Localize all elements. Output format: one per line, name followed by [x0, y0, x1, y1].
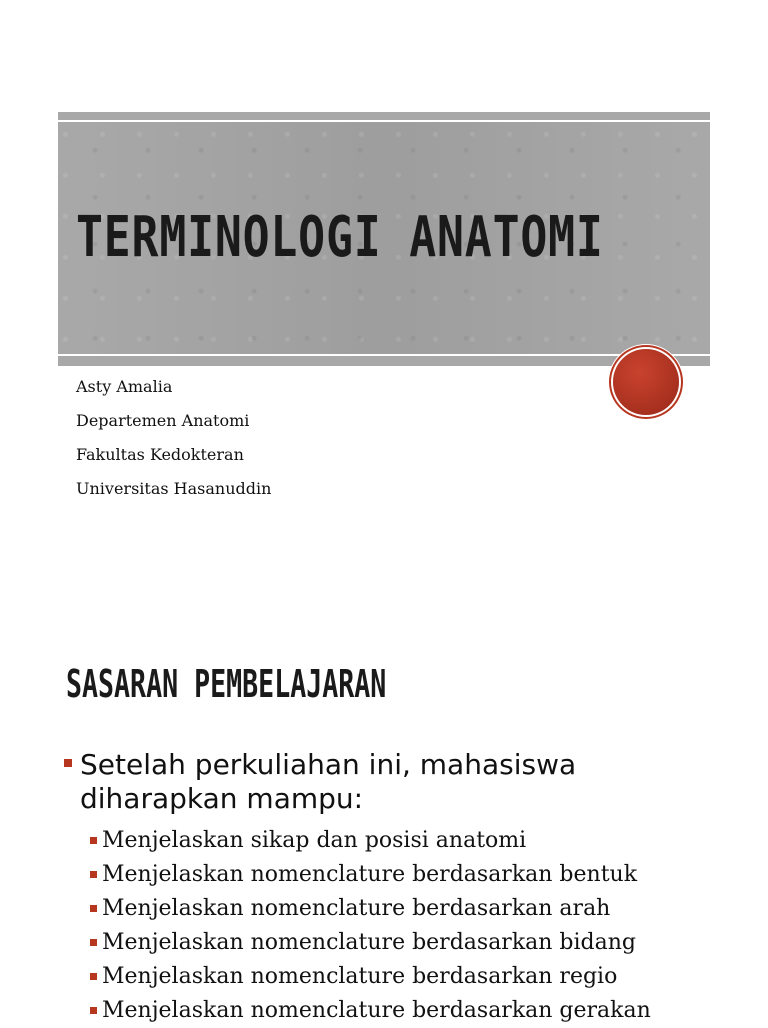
- list-item: [88, 824, 748, 858]
- author-faculty: Fakultas Kedokteran: [76, 445, 244, 464]
- decorative-circle-fill: [613, 349, 679, 415]
- list-item: [88, 858, 748, 892]
- square-bullet-icon: [90, 939, 97, 946]
- slide-title: TERMINOLOGI ANATOMI: [76, 205, 604, 270]
- square-bullet-icon: [90, 837, 97, 844]
- objective-text: Menjelaskan nomenclature berdasarkan bentuk: [102, 862, 638, 887]
- square-bullet-icon: [90, 905, 97, 912]
- author-block: [76, 370, 271, 506]
- square-bullet-icon: [64, 759, 72, 767]
- objective-text: Menjelaskan sikap dan posisi anatomi: [102, 828, 527, 853]
- author-university: Universitas Hasanuddin: [76, 479, 272, 498]
- objective-text: Menjelaskan nomenclature berdasarkan arah: [102, 896, 611, 921]
- objective-text: Menjelaskan nomenclature berdasarkan bidang: [102, 930, 637, 955]
- intro-bullet: [64, 748, 704, 816]
- objectives-slide: [0, 576, 768, 1024]
- banner-top-rule: [58, 112, 710, 120]
- list-item: [88, 960, 748, 994]
- decorative-circle-icon: [608, 344, 684, 420]
- square-bullet-icon: [90, 871, 97, 878]
- list-item: [88, 892, 748, 926]
- list-item: [88, 994, 748, 1028]
- square-bullet-icon: [90, 973, 97, 980]
- objective-text: Menjelaskan nomenclature berdasarkan regio: [102, 964, 618, 989]
- author-name: Asty Amalia: [76, 377, 173, 396]
- objective-list: [88, 824, 748, 1028]
- square-bullet-icon: [90, 1007, 97, 1014]
- author-department: Departemen Anatomi: [76, 411, 250, 430]
- intro-text: Setelah perkuliahan ini, mahasiswa diharapkan mampu:: [80, 748, 577, 815]
- objective-text: Menjelaskan nomenclature berdasarkan gerakan: [102, 998, 651, 1023]
- slide-heading: SASARAN PEMBELAJARAN: [66, 662, 387, 706]
- list-item: [88, 926, 748, 960]
